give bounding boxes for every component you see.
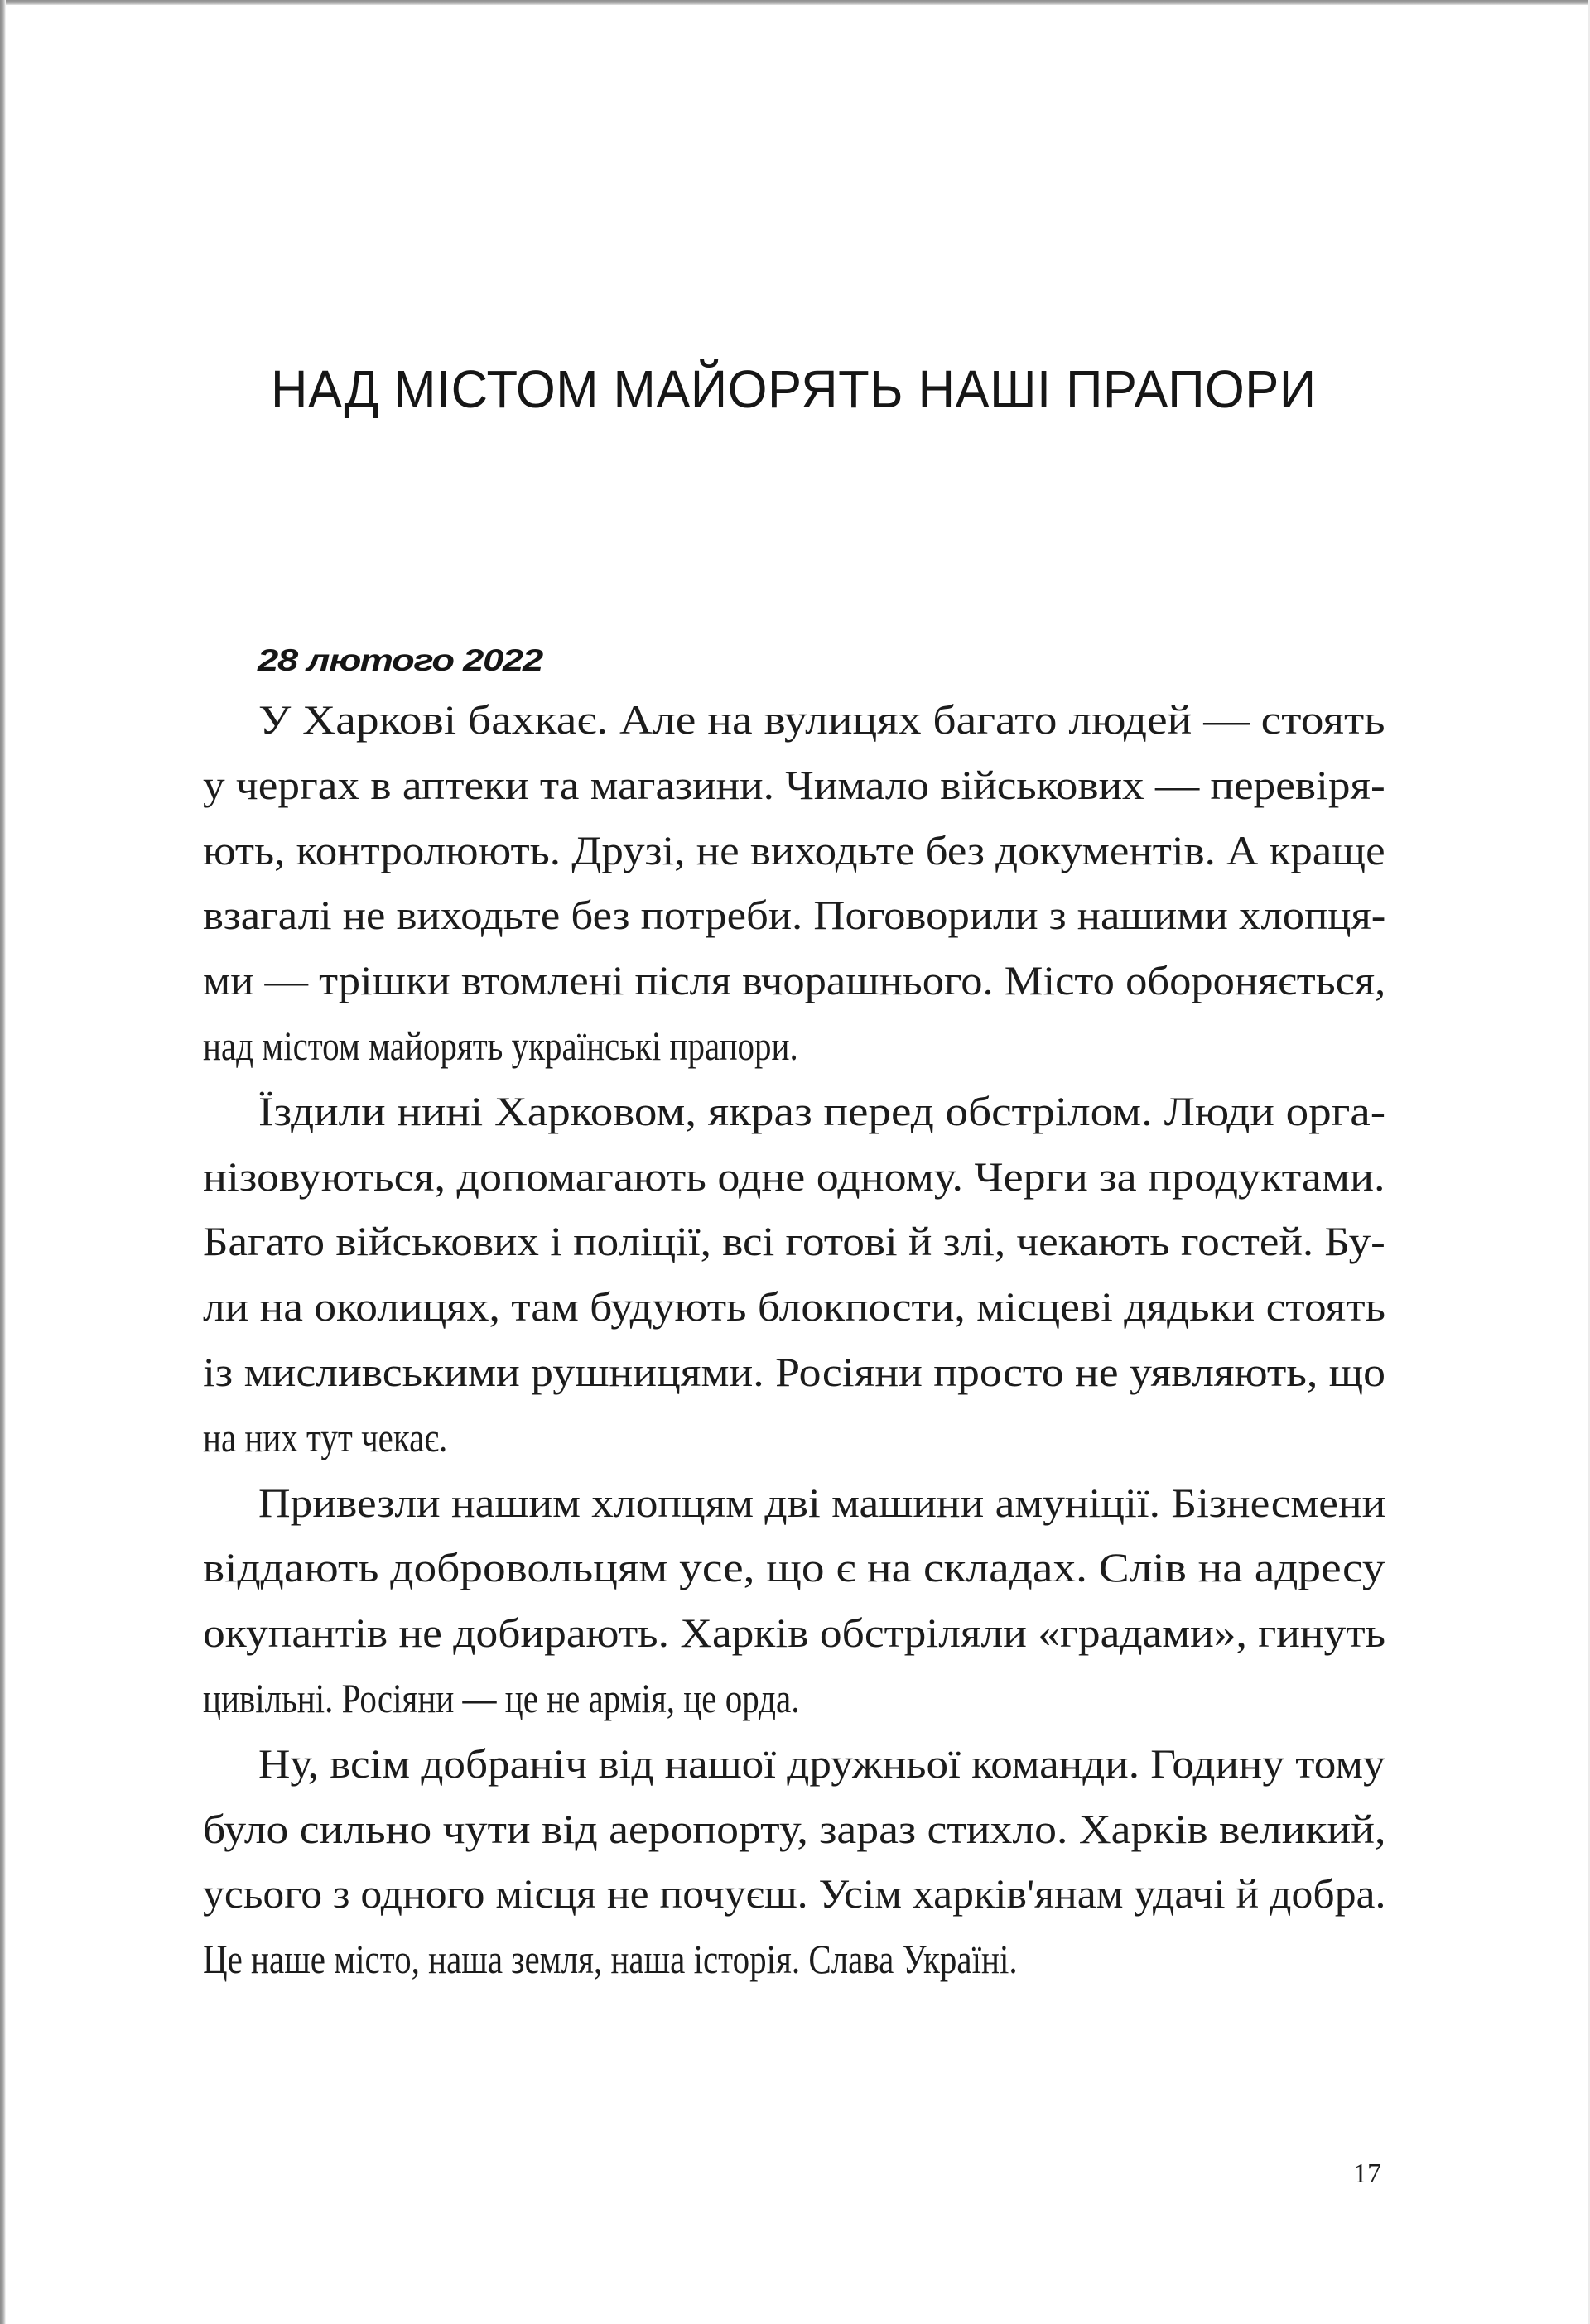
- paragraph-4-line-1: Ну, всім добраніч від нашої дружньої команди. Годину тому: [258, 1739, 1385, 1787]
- paragraph-1-line-3: ють, контролюють. Друзі, не виходьте без документів. А краще: [203, 826, 1385, 873]
- paragraph-1-line-4: взагалі не виходьте без потреби. Поговорили з нашими хлопця-: [203, 892, 1386, 939]
- paragraph-1-line-1: У Харкові бахкає. Але на вулицях багато людей — стоять: [258, 696, 1385, 743]
- page-number: 17: [1353, 2158, 1381, 2189]
- paragraph-2-line-3: Багато військових і поліції, всі готові й злі, чекають гостей. Бу-: [203, 1218, 1385, 1265]
- chapter-title: НАД МІСТОМ МАЙОРЯТЬ НАШІ ПРАПОРИ: [271, 359, 1317, 419]
- paragraph-2-line-2: нізовуються, допомагають одне одному. Черги за продуктами.: [203, 1152, 1385, 1200]
- paragraph-1-line-2: у чергах в аптеки та магазини. Чимало військових — перевіря-: [203, 761, 1385, 808]
- paragraph-1-line-5: ми — трішки втомлені після вчорашнього. Місто обороняється,: [203, 957, 1386, 1004]
- paragraph-3-line-3: окупантів не добирають. Харків обстріляли «градами», гинуть: [203, 1609, 1385, 1657]
- paragraph-4-line-4: Це наше місто, наша земля, наша історія. Слава Україні.: [203, 1936, 1018, 1983]
- paragraph-4-line-2: було сильно чути від аеропорту, зараз стихло. Харків великий,: [203, 1805, 1386, 1852]
- paragraph-3-line-2: віддають добровольцям усе, що є на складах. Слів на адресу: [203, 1544, 1385, 1591]
- paragraph-1-line-6: над містом майорять українські прапори.: [203, 1022, 798, 1069]
- paragraph-2-line-6: на них тут чекає.: [203, 1413, 448, 1460]
- paragraph-2-line-4: ли на околицях, там будують блокпости, місцеві дядьки стоять: [203, 1283, 1385, 1330]
- paragraph-2-line-5: із мисливськими рушницями. Росіяни просто не уявляють, що: [203, 1349, 1385, 1395]
- paragraph-3-line-4: цивільні. Росіяни — це не армія, це орда.: [203, 1675, 800, 1721]
- paragraph-3-line-1: Привезли нашим хлопцям дві машини амуніції. Бізнесмени: [258, 1479, 1386, 1526]
- paragraph-2-line-1: Їздили нині Харковом, якраз перед обстрілом. Люди орга-: [258, 1087, 1386, 1134]
- paragraph-4-line-3: усього з одного місця не почуєш. Усім харків'янам удачі й добра.: [203, 1870, 1386, 1917]
- entry-date: 28 лютого 2022: [258, 643, 543, 677]
